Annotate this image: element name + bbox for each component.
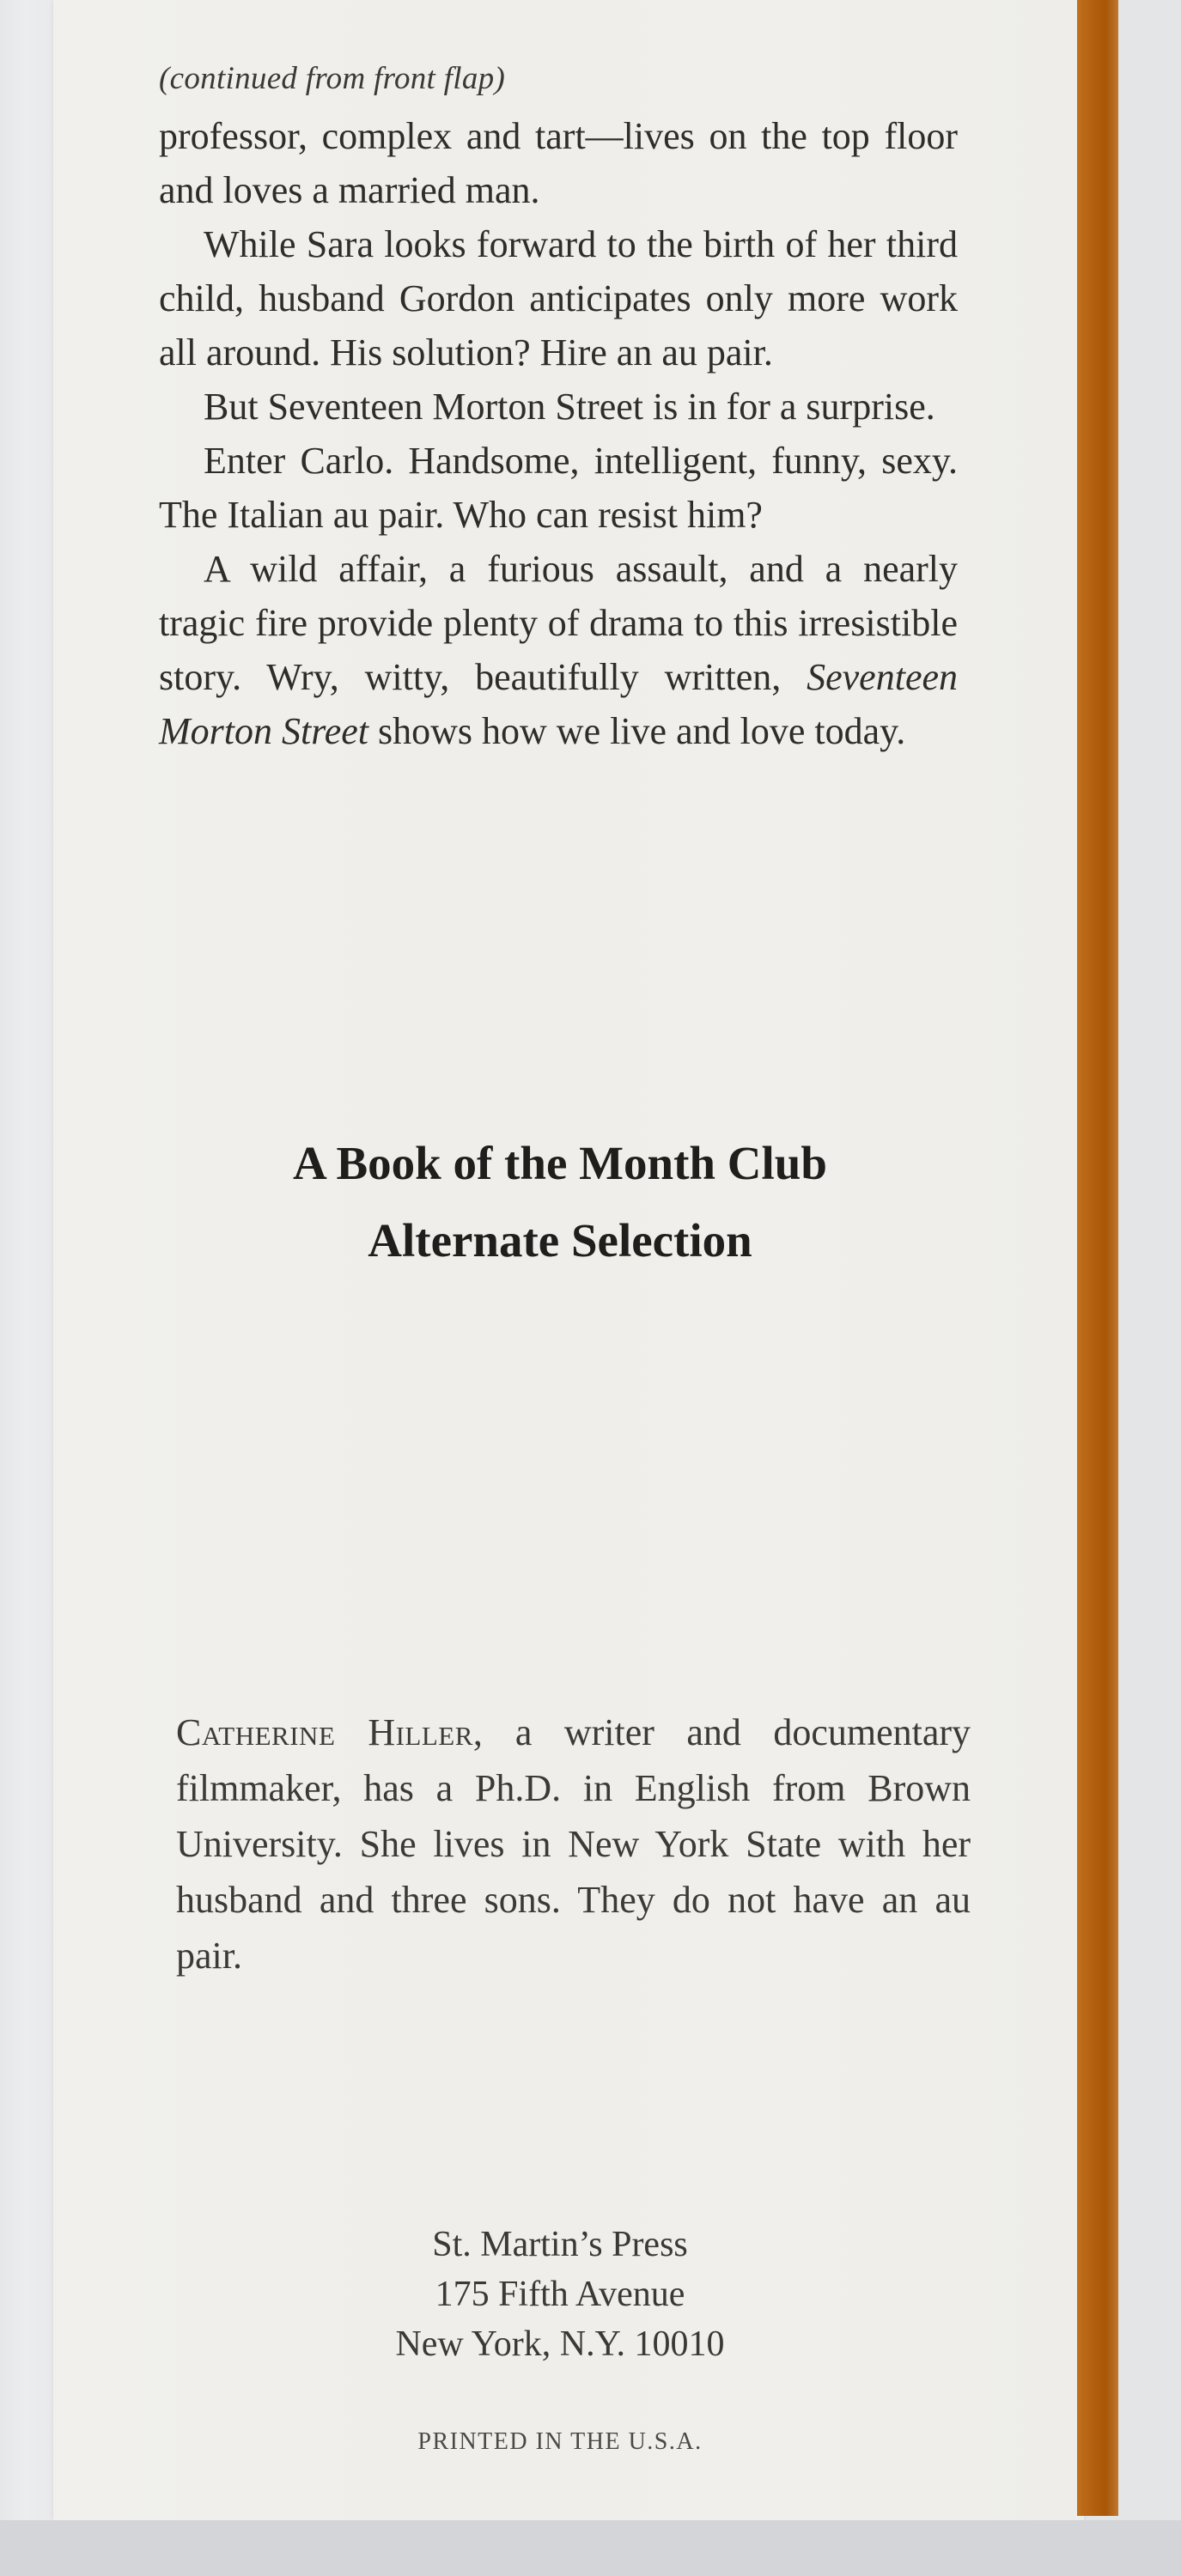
scan-background — [0, 2520, 1181, 2576]
author-name: Catherine Hiller, — [176, 1711, 484, 1753]
synopsis-tail: shows how we live and love today. — [378, 710, 906, 752]
printed-note: PRINTED IN THE U.S.A. — [417, 2428, 703, 2455]
book-club-notice — [53, 1125, 1067, 1279]
continued-note: (continued from front flap) — [159, 61, 506, 96]
author-bio-text: a writer and documentary filmmaker, has a Ph.D. in English from Brown University. She lives in New York State with her husband and three sons. They do not have an au pair. — [176, 1711, 971, 1977]
synopsis-paragraph: But Seventeen Morton Street is in for a surprise. — [204, 386, 935, 428]
book-club-line: Alternate Selection — [368, 1214, 752, 1267]
cover-edge — [1077, 0, 1118, 2516]
flap-text-block — [159, 60, 958, 758]
book-title: Seventeen Morton Street — [159, 656, 958, 752]
author-bio — [176, 1704, 971, 1984]
synopsis-lead: A wild affair, a furious assault, and a nearly tragic fire provide plenty of drama to this irresistible story. Wry, witty, beautifully written, — [159, 548, 958, 698]
publisher-street: 175 Fifth Avenue — [435, 2275, 685, 2314]
synopsis — [159, 109, 958, 758]
synopsis-paragraph: While Sara looks forward to the birth of her third child, husband Gordon anticipates only more work all around. His solution? Hire an au pair. — [159, 223, 958, 374]
publisher-address — [53, 2220, 1067, 2369]
synopsis-paragraph: professor, complex and tart—lives on the top floor and loves a married man. — [159, 115, 958, 211]
book-club-line: A Book of the Month Club — [293, 1137, 827, 1189]
synopsis-paragraph: Enter Carlo. Handsome, intelligent, funny, sexy. The Italian au pair. Who can resist him? — [159, 440, 958, 536]
synopsis-paragraph-final — [159, 542, 958, 758]
publisher-city: New York, N.Y. 10010 — [395, 2324, 725, 2364]
publisher-name: St. Martin’s Press — [432, 2225, 688, 2264]
